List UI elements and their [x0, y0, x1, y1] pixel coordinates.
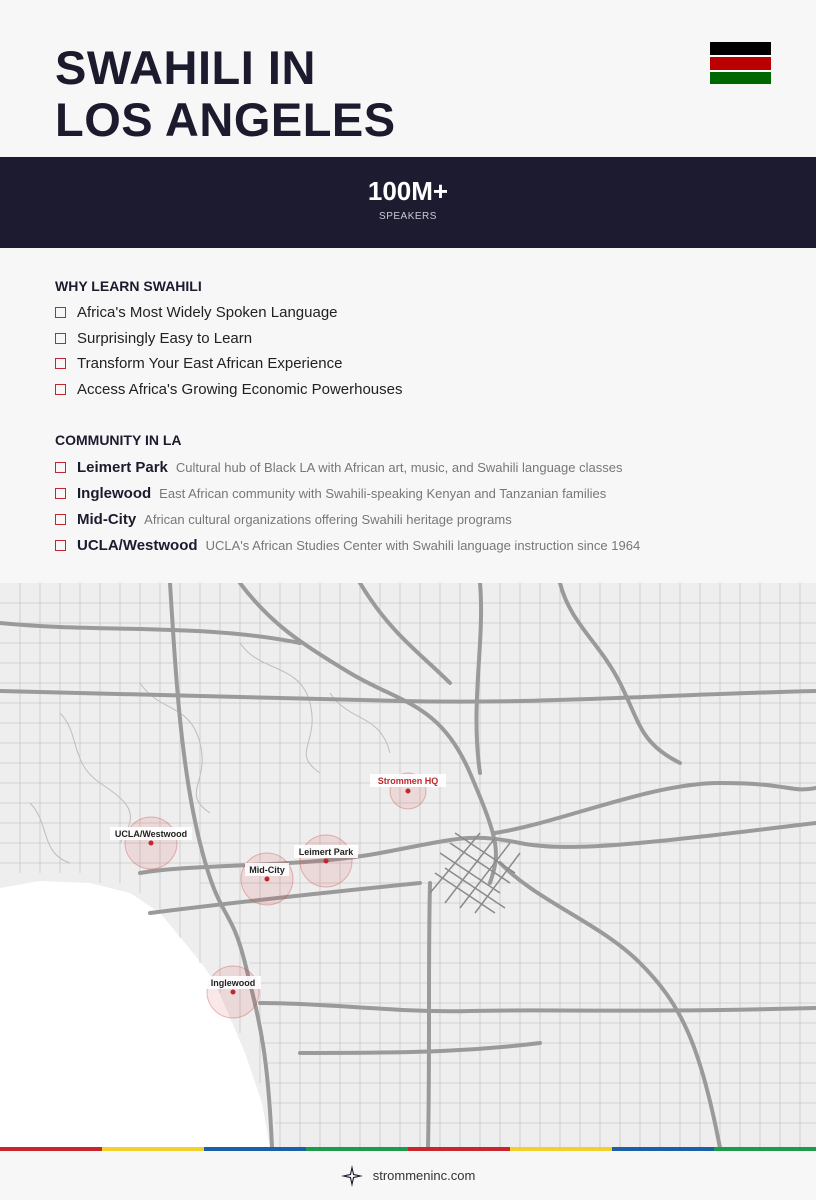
checkbox-icon — [55, 514, 66, 525]
checkbox-icon — [55, 462, 66, 473]
page-title — [55, 42, 396, 146]
why-item-text: Africa's Most Widely Spoken Language — [77, 303, 338, 321]
hill-roads — [30, 643, 390, 863]
community-name: Inglewood — [77, 484, 152, 502]
community-list-item — [55, 482, 606, 504]
kenya-flag-icon — [710, 42, 771, 84]
inglewood-marker-dot — [231, 990, 236, 995]
inglewood-label: Inglewood — [210, 978, 256, 988]
midcity-label: Mid-City — [249, 865, 285, 875]
community-desc: UCLA's African Studies Center with Swahili language instruction since 1964 — [205, 537, 641, 553]
footer — [0, 1151, 816, 1200]
stat-value: 100M+ — [367, 176, 449, 206]
community-list-item — [55, 456, 622, 478]
content-section — [0, 248, 816, 583]
checkbox-icon — [55, 384, 66, 395]
community-name: Mid-City — [77, 510, 137, 528]
community-desc: East African community with Swahili-speaking Kenyan and Tanzanian families — [159, 485, 607, 501]
community-name: UCLA/Westwood — [77, 536, 198, 554]
community-list-item — [55, 534, 640, 556]
community-name: Leimert Park — [77, 458, 168, 476]
why-item-text: Transform Your East African Experience — [77, 354, 343, 372]
midcity-marker-dot — [265, 877, 270, 882]
community-desc: African cultural organizations offering Swahili heritage programs — [144, 511, 512, 527]
title-line-1: SWAHILI IN — [55, 41, 316, 94]
why-list-item — [55, 352, 342, 374]
checkbox-icon — [55, 307, 66, 318]
checkbox-icon — [55, 358, 66, 369]
hq-label: Strommen HQ — [377, 776, 439, 786]
checkbox-icon — [55, 488, 66, 499]
community-desc: Cultural hub of Black LA with African art, music, and Swahili language classes — [175, 459, 623, 475]
title-line-2: LOS ANGELES — [55, 93, 396, 146]
compass-star-icon — [341, 1165, 363, 1187]
why-list-item — [55, 378, 403, 400]
ucla-marker-dot — [149, 841, 154, 846]
hq-marker-dot — [406, 789, 411, 794]
community-section-title: COMMUNITY IN LA — [55, 432, 182, 448]
la-map[interactable] — [0, 583, 816, 1148]
ucla-label: UCLA/Westwood — [114, 829, 188, 839]
leimert-label: Leimert Park — [298, 847, 354, 857]
why-list-item — [55, 327, 252, 349]
footer-link[interactable]: strommeninc.com — [372, 1168, 476, 1183]
header — [0, 0, 816, 157]
downtown-grid — [430, 833, 520, 913]
community-list-item — [55, 508, 512, 530]
checkbox-icon — [55, 333, 66, 344]
stat-label: SPEAKERS — [379, 211, 437, 222]
map-canvas — [0, 583, 816, 1148]
why-item-text: Access Africa's Growing Economic Powerhouses — [77, 380, 403, 398]
leimert-marker-dot — [324, 859, 329, 864]
checkbox-icon — [55, 540, 66, 551]
why-list-item — [55, 301, 338, 323]
why-item-text: Surprisingly Easy to Learn — [77, 329, 253, 347]
why-section-title: WHY LEARN SWAHILI — [55, 278, 202, 294]
